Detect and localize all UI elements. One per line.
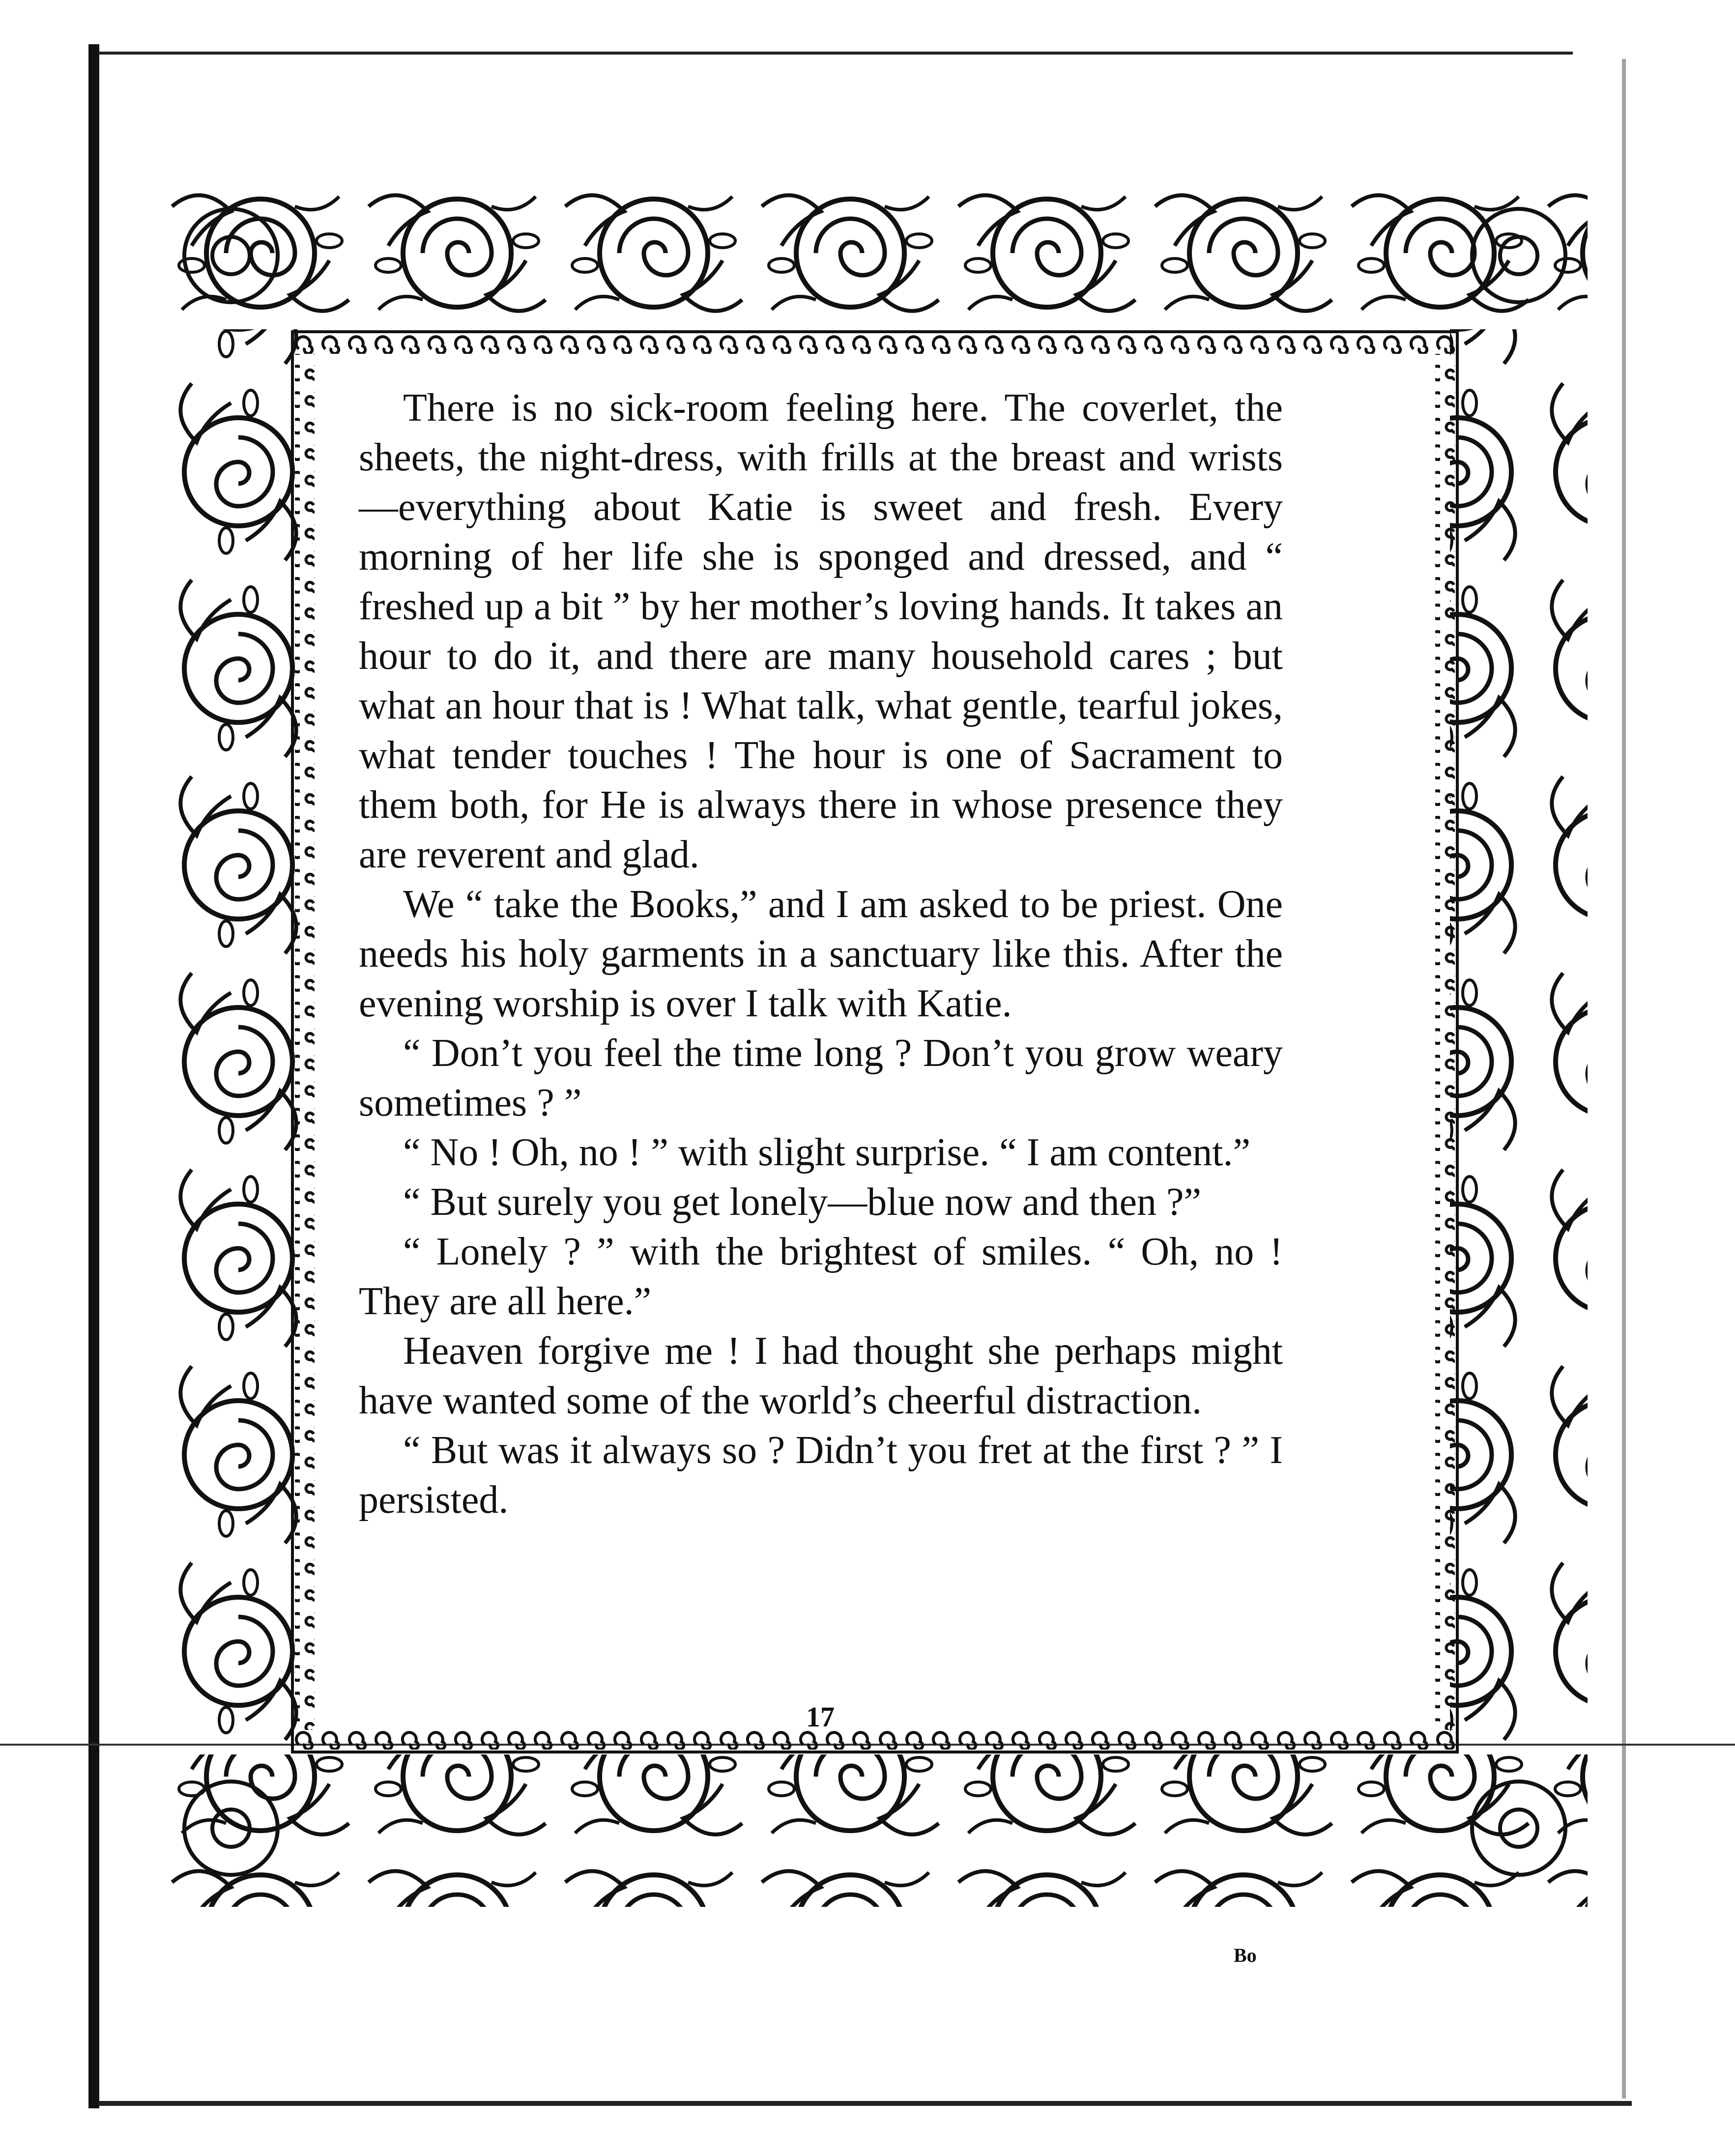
page-bottom-edge: [98, 2101, 1632, 2106]
paragraph: “ But surely you get lonely—blue now and then ?”: [403, 1180, 1202, 1224]
paragraph: “ Don’t you feel the time long ? Don’t you grow weary sometimes ? ”: [359, 1032, 1283, 1124]
page-right-edge: [1622, 59, 1626, 2099]
paragraph: There is no sick-room feeling here. The coverlet, the sheets, the night-dress, with frills at the breast and wrists—everything about Katie is sweet and fresh. Every morning of her life she is sponged and dressed, and “ freshed up a bit ” by her mother’s loving hands. It takes an hour to do it, and there are many household cares ; but what an hour that is ! What talk, what gentle, tearful jokes, what tender touches ! The hour is one of Sacrament to them both, for He is always there in whose presence they are reverent and glad.: [359, 386, 1283, 876]
paragraph: “ But was it always so ? Didn’t you fret at the first ? ” I persisted.: [359, 1429, 1283, 1522]
paragraph: Heaven forgive me ! I had thought she perhaps might have wanted some of the world’s cheerful distraction.: [359, 1329, 1283, 1422]
paragraph: “ Lonely ? ” with the brightest of smiles. “ Oh, no ! They are all here.”: [359, 1230, 1283, 1323]
page-number: 17: [806, 1701, 835, 1733]
page-text: [359, 383, 1283, 1525]
paragraph: “ No ! Oh, no ! ” with slight surprise. “ I am content.”: [403, 1131, 1251, 1174]
paragraph: We “ take the Books,” and I am asked to be priest. One needs his holy garments in a sanctuary like this. After the evening worship is over I talk with Katie.: [359, 883, 1283, 1025]
book-spine-edge: [88, 44, 99, 2108]
page-top-edge: [98, 52, 1573, 55]
margin-mark: Bo: [1234, 1944, 1257, 1966]
